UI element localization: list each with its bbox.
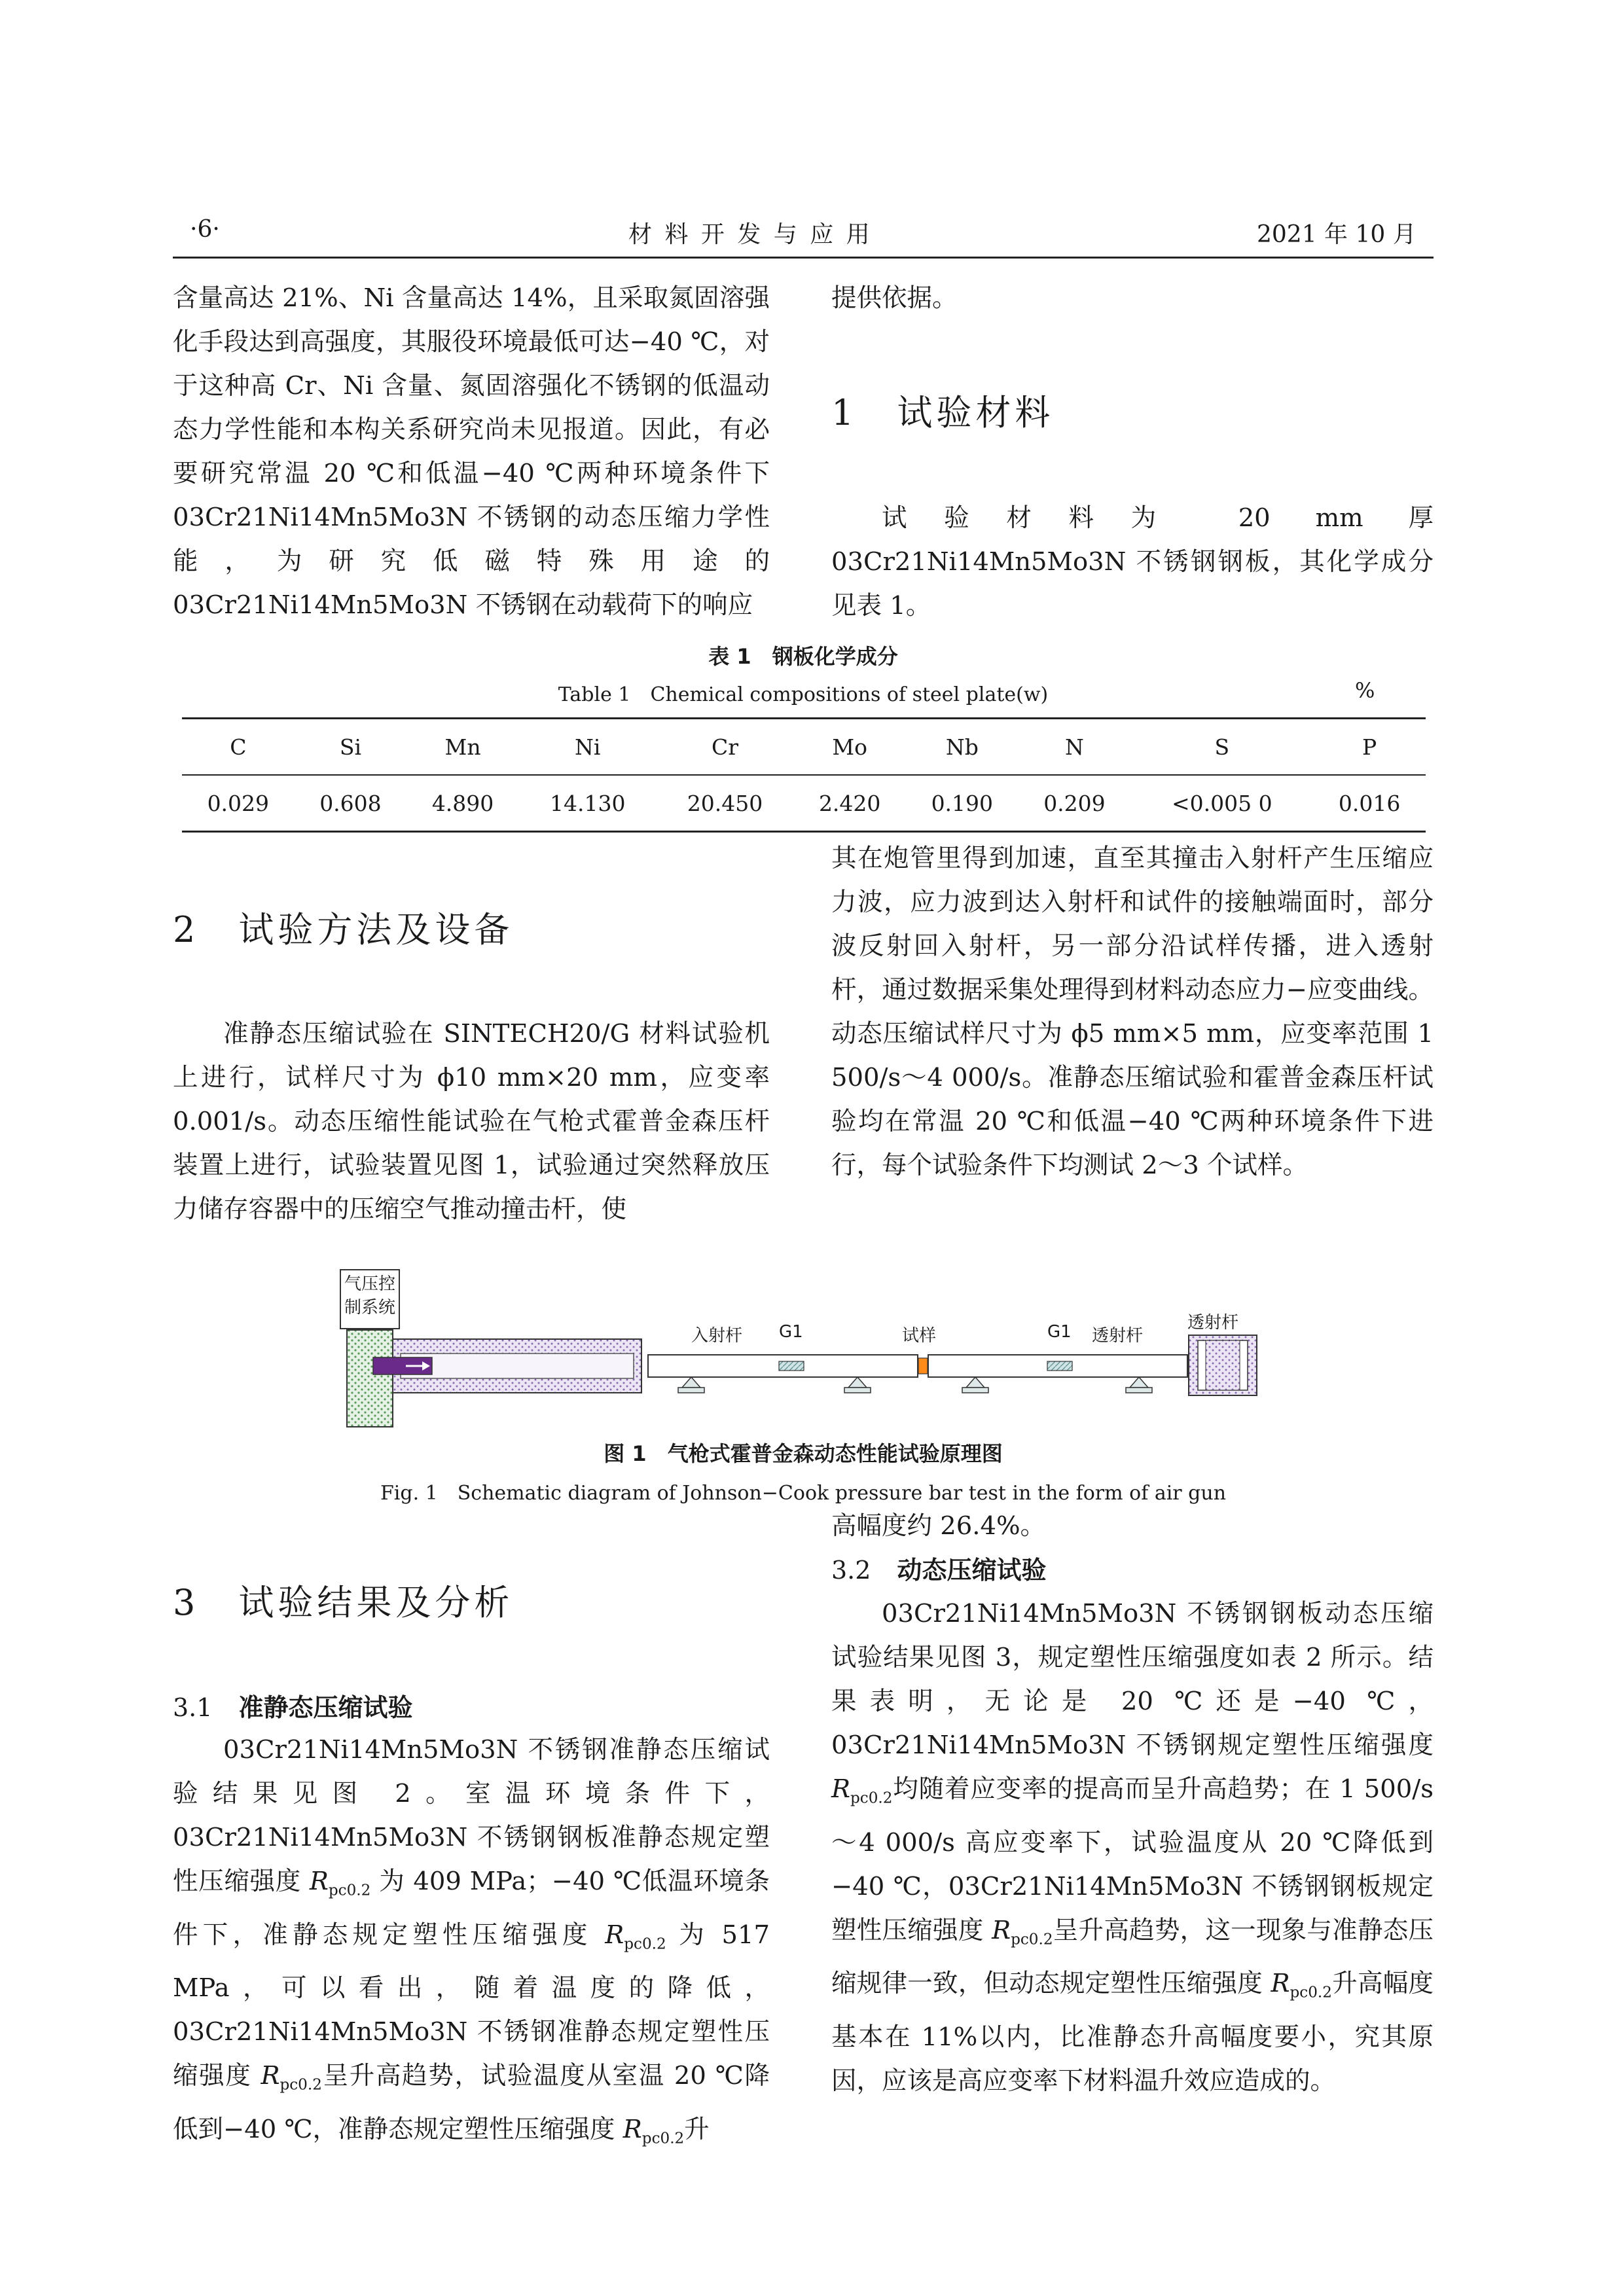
table-1-value-cell: 14.130: [519, 775, 657, 832]
label-incident-bar: 入射杆: [691, 1326, 743, 1346]
section-1-paragraph: 试验材料为 20 mm 厚 03Cr21Ni14Mn5Mo3N 不锈钢钢板，其化学成分见表 1。: [831, 503, 1434, 620]
intro-paragraph-end: 提供依据。: [831, 283, 958, 313]
section-3-1-body: [173, 1728, 770, 2161]
table-1-value-cell: 0.608: [295, 775, 407, 832]
table-1-header-cell: Mn: [406, 719, 519, 776]
label-transmission-bar: 透射杆: [1092, 1326, 1144, 1346]
section-3-right-column: [831, 1504, 1434, 1548]
table-1-value-cell: 0.190: [906, 775, 1019, 832]
table-1-unit: %: [1355, 678, 1375, 703]
section-3-heading: 3 试验结果及分析: [173, 1582, 514, 1623]
label-gauge-1: G1: [779, 1322, 803, 1342]
section-3-1-paragraph: 03Cr21Ni14Mn5Mo3N 不锈钢准静态压缩试验结果见图 2。室温环境条件下，03Cr21Ni14Mn5Mo3N 不锈钢钢板准静态规定塑性压缩强度 $R_{pc0.2}$ 为 409 MPa；−40 ℃低温环境条件下，准静态规定塑性压缩强度 $R_{pc0.2}$ 为 517 MPa，可以看出，随着温度的降低，03Cr21Ni14Mn5Mo3N 不锈钢准静态规定塑性压缩强度 $R_{pc0.2}$呈升高趋势，试验温度从室温 20 ℃降低到−40 ℃，准静态规定塑性压缩强度 $R_{pc0.2}$升: [173, 1735, 770, 2147]
section-3-2-paragraph: 03Cr21Ni14Mn5Mo3N 不锈钢钢板动态压缩试验结果见图 3，规定塑性压缩强度如表 2 所示。结果表明，无论是 20 ℃还是−40 ℃，03Cr21Ni14Mn5Mo3N 不锈钢规定塑性压缩强度 $R_{pc0.2}$均随着应变率的提高而呈升高趋势；在 1 500/s～4 000/s 高应变率下，试验温度从 20 ℃降低到−40 ℃，03Cr21Ni14Mn5Mo3N 不锈钢钢板规定塑性压缩强度 $R_{pc0.2}$呈升高趋势，这一现象与准静态压缩规律一致，但动态规定塑性压缩强度 $R_{pc0.2}$升高幅度基本在 11%以内，比准静态升高幅度要小，究其原因，应该是高应变率下材料温升效应造成的。: [831, 1599, 1434, 2096]
table-1-value-cell: 4.890: [406, 775, 519, 832]
specimen: [918, 1358, 928, 1374]
label-specimen: 试样: [902, 1326, 937, 1346]
section-1-heading: 1 试验材料: [831, 392, 1055, 433]
section-2-right: [831, 836, 1434, 1187]
label-absorber-bar: 透射杆: [1187, 1313, 1239, 1333]
table-1-header-cell: Nb: [906, 719, 1019, 776]
intro-right-column: [831, 276, 1434, 320]
table-1-value-cell: 20.450: [657, 775, 794, 832]
table-1-header-row: [182, 719, 1426, 776]
table-1-caption-cn: 表 1 钢板化学成分: [708, 644, 898, 669]
section-3-2-heading: 3.2 动态压缩试验: [831, 1556, 1047, 1585]
figure-1-caption-cn: 图 1 气枪式霍普金森动态性能试验原理图: [604, 1441, 1003, 1466]
table-1-header-cell: Si: [295, 719, 407, 776]
table-1-header-cell: Ni: [519, 719, 657, 776]
strain-gauge-2: [1047, 1361, 1072, 1371]
pressure-container: [347, 1330, 393, 1427]
section-2-paragraph-start: 准静态压缩试验在 SINTECH20/G 材料试验机上进行，试样尺寸为 ϕ10 mm×20 mm，应变率 0.001/s。动态压缩性能试验在气枪式霍普金森压杆装置上进行，试验装置见图 1，试验通过突然释放压力储存容器中的压缩空气推动撞击杆，使: [173, 1019, 770, 1224]
section-2-paragraph-end: 其在炮管里得到加速，直至其撞击入射杆产生压缩应力波，应力波到达入射杆和试件的接触端面时，部分波反射回入射杆，另一部分沿试样传播，进入透射杆，通过数据采集处理得到材料动态应力−应变曲线。动态压缩试样尺寸为 ϕ5 mm×5 mm，应变率范围 1 500/s～4 000/s。准静态压缩试验和霍普金森压杆试验均在常温 20 ℃和低温−40 ℃两种环境条件下进行，每个试验条件下均测试 2～3 个试样。: [831, 844, 1434, 1180]
section-3-1-heading: 3.1 准静态压缩试验: [173, 1693, 413, 1722]
section-2-heading: 2 试验方法及设备: [173, 909, 514, 950]
journal-name: 材 料 开 发 与 应 用: [628, 221, 873, 248]
label-gauge-2: G1: [1047, 1322, 1072, 1342]
table-1-caption-en: Table 1 Chemical compositions of steel plate(w): [558, 683, 1049, 706]
figure-1-diagram: [327, 1257, 1283, 1433]
page-number: ·6·: [190, 216, 220, 243]
intro-paragraph: 含量高达 21%、Ni 含量高达 14%，且采取氮固溶强化手段达到高强度，其服役环境最低可达−40 ℃，对于这种高 Cr、Ni 含量、氮固溶强化不锈钢的低温动态力学性能和本构关系研究尚未见报道。因此，有必要研究常温 20 ℃和低温−40 ℃两种环境条件下 03Cr21Ni14Mn5Mo3N 不锈钢的动态压缩力学性能，为研究低磁特殊用途的 03Cr21Ni14Mn5Mo3N 不锈钢在动载荷下的响应: [173, 283, 770, 620]
table-1-value-cell: 0.029: [182, 775, 295, 832]
table-1-value-cell: 0.016: [1313, 775, 1426, 832]
table-1-header-cell: S: [1130, 719, 1313, 776]
table-1-header-cell: Mo: [793, 719, 906, 776]
issue-date: 2021 年 10 月: [1257, 221, 1416, 248]
strain-gauge-1: [779, 1361, 804, 1371]
intro-left-column: [173, 276, 770, 627]
table-1-value-cell: 0.209: [1019, 775, 1131, 832]
table-1-header-cell: P: [1313, 719, 1426, 776]
table-1-value-row: [182, 775, 1426, 832]
section-1-body: [831, 496, 1434, 628]
table-1-header-cell: Cr: [657, 719, 794, 776]
label-control-system: 气压控 制系统: [344, 1274, 396, 1318]
section-3-1-paragraph-end: 高幅度约 26.4%。: [831, 1511, 1046, 1541]
table-1-header-cell: N: [1019, 719, 1131, 776]
figure-1-caption-en: Fig. 1 Schematic diagram of Johnson−Cook pressure bar test in the form of air gun: [380, 1482, 1227, 1505]
table-1-value-cell: <0.005 0: [1130, 775, 1313, 832]
bar-supports: [678, 1377, 1152, 1393]
table-1-header-cell: C: [182, 719, 295, 776]
section-2-left: [173, 1012, 770, 1231]
header-rule: [173, 257, 1434, 259]
table-1-value-cell: 2.420: [793, 775, 906, 832]
section-3-2-body: [831, 1592, 1434, 2103]
table-1: [182, 717, 1426, 833]
